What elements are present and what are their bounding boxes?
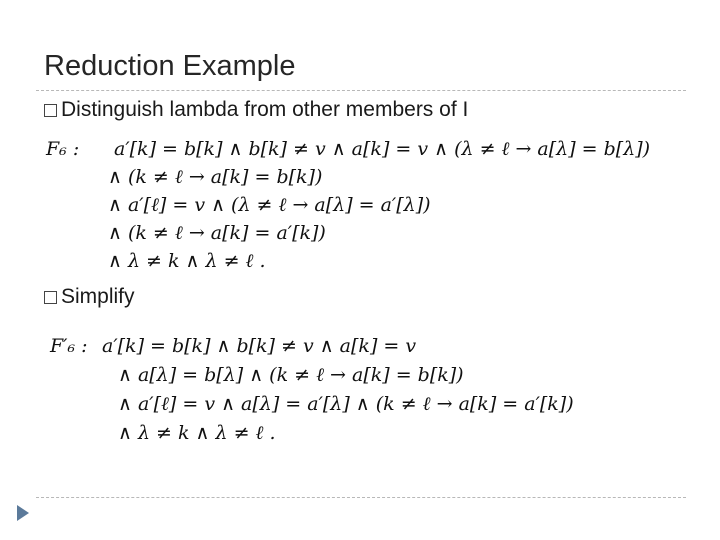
formula-label: F₆ :: [46, 138, 80, 160]
title-divider: [36, 90, 686, 91]
slide-title: Reduction Example: [44, 50, 296, 82]
footer-divider: [36, 497, 686, 498]
formula-line: ∧ λ ≠ k ∧ λ ≠ ℓ .: [118, 422, 276, 444]
bullet-text: Simplify: [61, 285, 135, 308]
formula-line: a′[k] = b[k] ∧ b[k] ≠ v ∧ a[k] = v: [102, 335, 417, 357]
checkbox-bullet-icon: [44, 291, 57, 304]
formula-line: a′[k] = b[k] ∧ b[k] ≠ v ∧ a[k] = v ∧ (λ ≠ ℓ → a[λ] = b[λ]): [114, 138, 651, 160]
slide-marker-arrow-icon: [17, 505, 29, 521]
formula-line: ∧ (k ≠ ℓ → a[k] = b[k]): [108, 166, 323, 188]
formula-line: ∧ a′[ℓ] = v ∧ a[λ] = a′[λ] ∧ (k ≠ ℓ → a[k] = a′[k]): [118, 393, 574, 415]
formula-line: ∧ a[λ] = b[λ] ∧ (k ≠ ℓ → a[k] = b[k]): [118, 364, 464, 386]
formula-line: ∧ a′[ℓ] = v ∧ (λ ≠ ℓ → a[λ] = a′[λ]): [108, 194, 431, 216]
formula-line: ∧ λ ≠ k ∧ λ ≠ ℓ .: [108, 250, 266, 272]
bullet-simplify: [44, 285, 135, 309]
checkbox-bullet-icon: [44, 104, 57, 117]
bullet-distinguish: [44, 98, 468, 122]
formula-label: F′₆ :: [50, 335, 88, 357]
bullet-text: Distinguish lambda from other members of I: [61, 98, 469, 121]
formula-line: ∧ (k ≠ ℓ → a[k] = a′[k]): [108, 222, 326, 244]
